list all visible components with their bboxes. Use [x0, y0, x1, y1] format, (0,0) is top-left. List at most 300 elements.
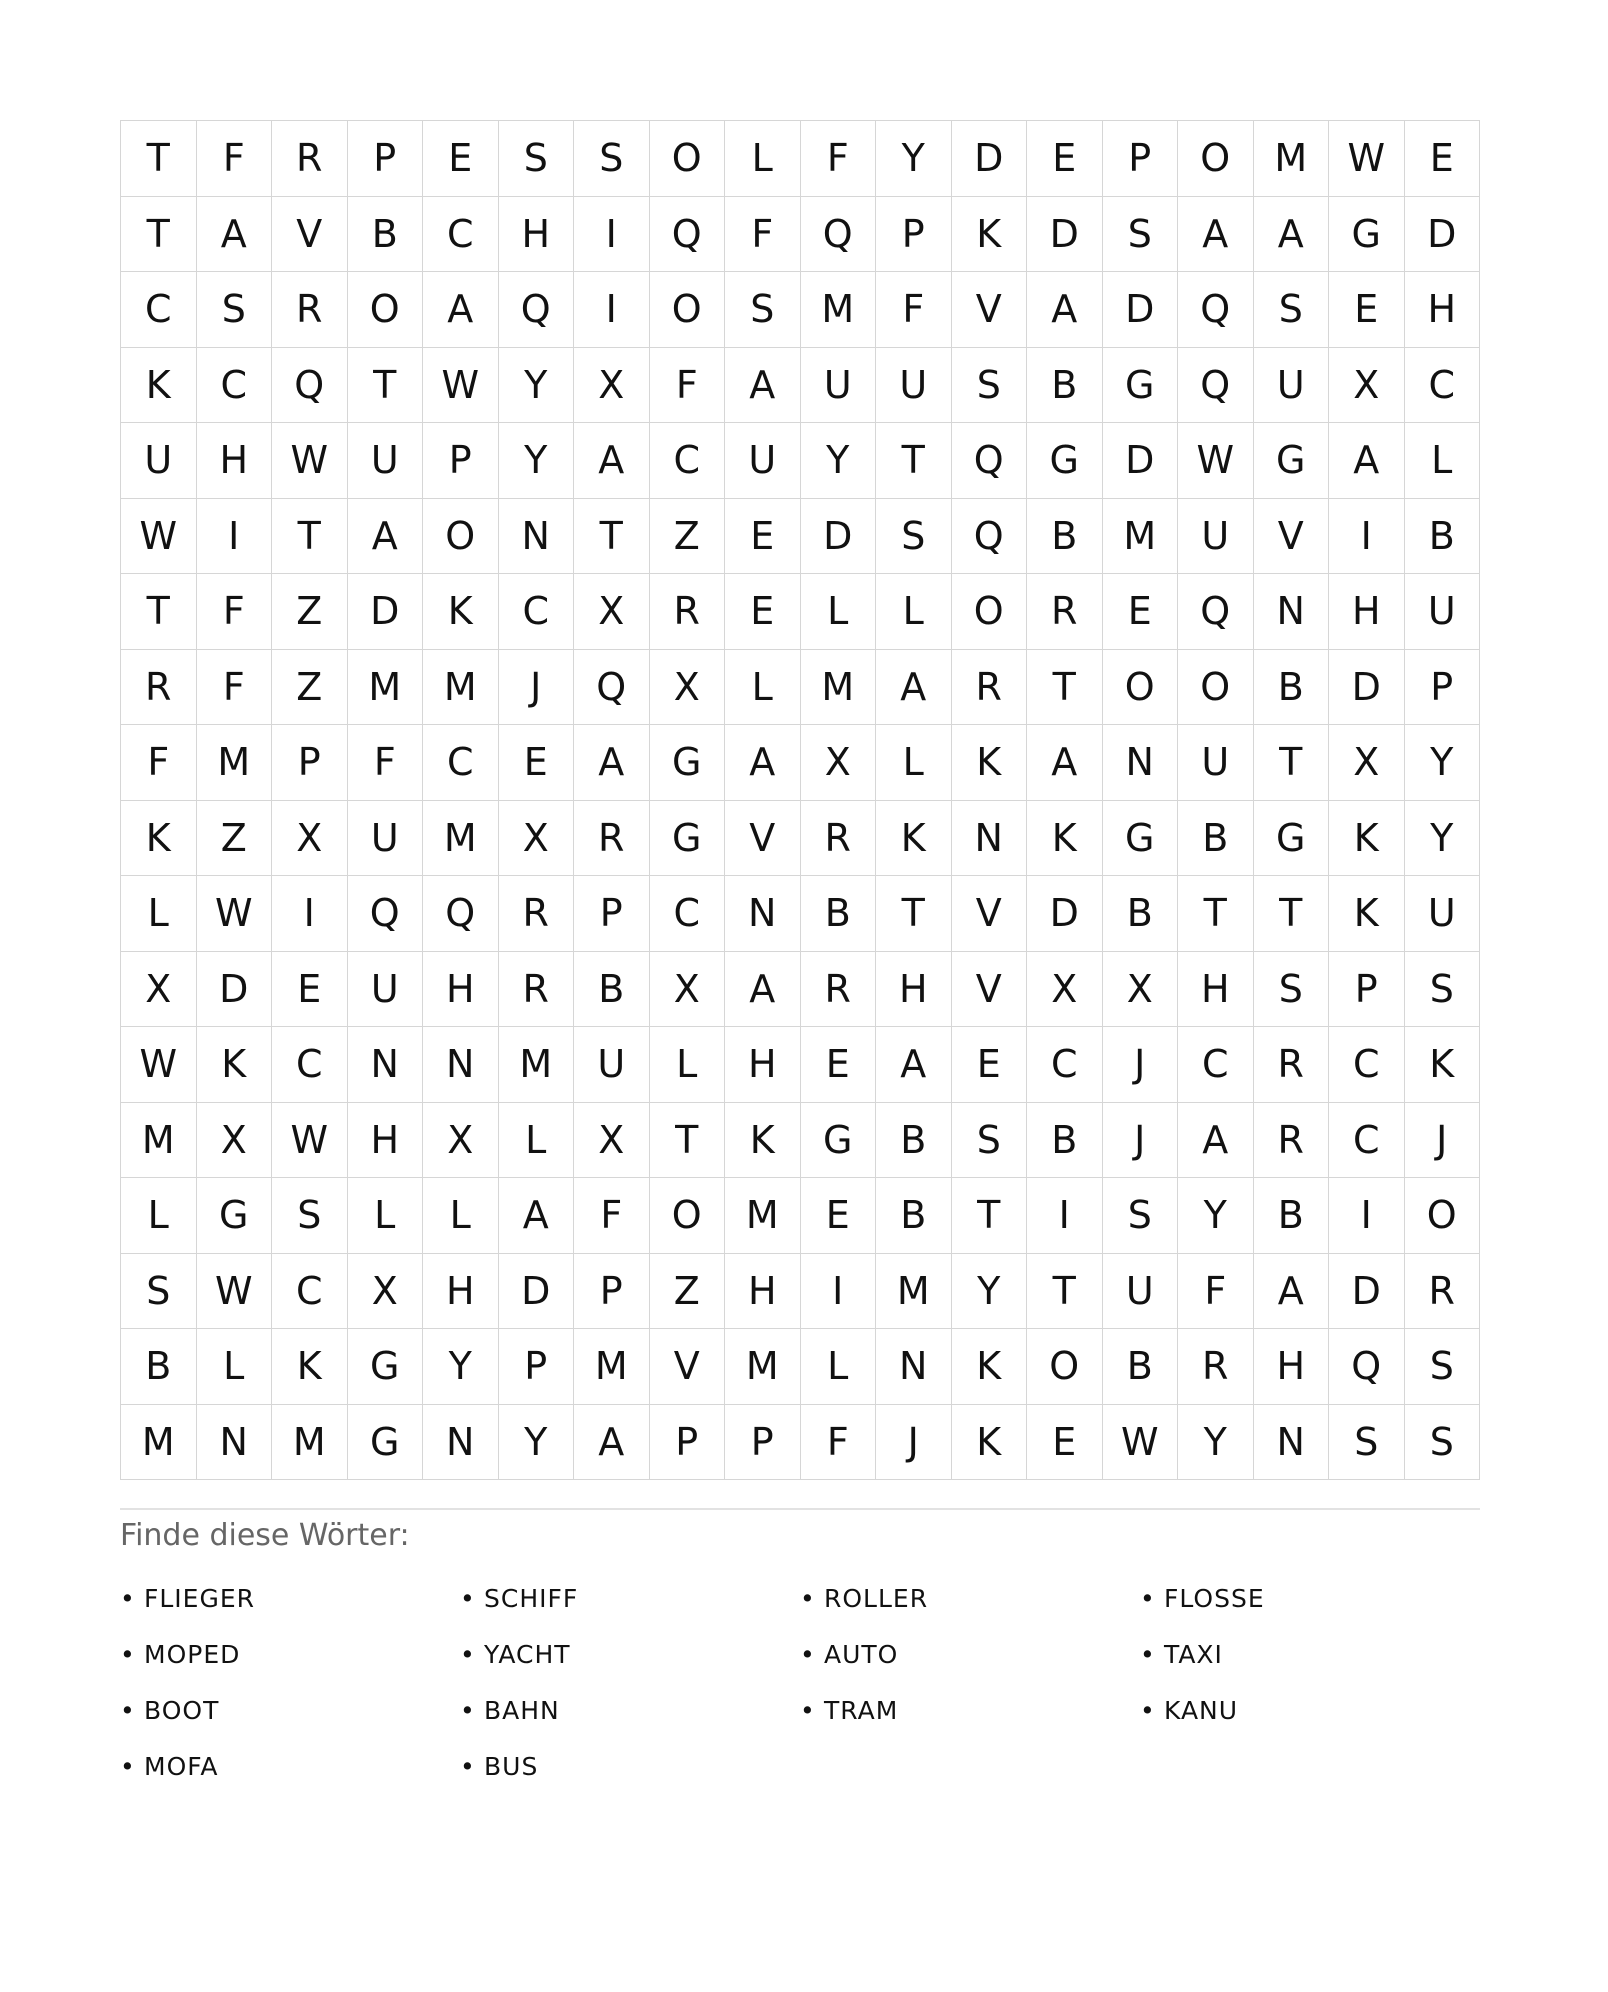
- grid-cell[interactable]: W: [121, 1027, 197, 1103]
- grid-cell[interactable]: C: [423, 197, 499, 273]
- grid-cell[interactable]: A: [1329, 423, 1405, 499]
- grid-cell[interactable]: J: [1405, 1103, 1481, 1179]
- grid-cell[interactable]: H: [348, 1103, 424, 1179]
- grid-cell[interactable]: A: [574, 1405, 650, 1481]
- grid-cell[interactable]: A: [574, 423, 650, 499]
- grid-cell[interactable]: M: [121, 1103, 197, 1179]
- grid-cell[interactable]: T: [272, 499, 348, 575]
- grid-cell[interactable]: E: [1329, 272, 1405, 348]
- grid-cell[interactable]: F: [876, 272, 952, 348]
- grid-cell[interactable]: Q: [499, 272, 575, 348]
- grid-cell[interactable]: M: [801, 650, 877, 726]
- grid-cell[interactable]: D: [801, 499, 877, 575]
- grid-cell[interactable]: B: [1405, 499, 1481, 575]
- grid-cell[interactable]: E: [423, 121, 499, 197]
- grid-cell[interactable]: E: [1405, 121, 1481, 197]
- grid-cell[interactable]: Y: [801, 423, 877, 499]
- grid-cell[interactable]: T: [1254, 876, 1330, 952]
- grid-cell[interactable]: H: [197, 423, 273, 499]
- grid-cell[interactable]: N: [952, 801, 1028, 877]
- grid-cell[interactable]: J: [876, 1405, 952, 1481]
- grid-cell[interactable]: U: [348, 801, 424, 877]
- grid-cell[interactable]: O: [1178, 650, 1254, 726]
- grid-cell[interactable]: V: [952, 876, 1028, 952]
- grid-cell[interactable]: L: [876, 574, 952, 650]
- grid-cell[interactable]: B: [348, 197, 424, 273]
- grid-cell[interactable]: K: [952, 1405, 1028, 1481]
- grid-cell[interactable]: I: [574, 197, 650, 273]
- grid-cell[interactable]: W: [1178, 423, 1254, 499]
- grid-cell[interactable]: U: [1103, 1254, 1179, 1330]
- grid-cell[interactable]: K: [272, 1329, 348, 1405]
- grid-cell[interactable]: A: [876, 650, 952, 726]
- grid-cell[interactable]: W: [197, 876, 273, 952]
- grid-cell[interactable]: K: [1329, 876, 1405, 952]
- grid-cell[interactable]: Q: [272, 348, 348, 424]
- grid-cell[interactable]: B: [121, 1329, 197, 1405]
- grid-cell[interactable]: W: [121, 499, 197, 575]
- grid-cell[interactable]: H: [1178, 952, 1254, 1028]
- grid-cell[interactable]: X: [574, 348, 650, 424]
- grid-cell[interactable]: X: [1329, 725, 1405, 801]
- grid-cell[interactable]: I: [1329, 1178, 1405, 1254]
- grid-cell[interactable]: V: [952, 272, 1028, 348]
- grid-cell[interactable]: N: [499, 499, 575, 575]
- grid-cell[interactable]: U: [574, 1027, 650, 1103]
- grid-cell[interactable]: M: [423, 801, 499, 877]
- grid-cell[interactable]: Z: [650, 499, 726, 575]
- grid-cell[interactable]: E: [1027, 121, 1103, 197]
- grid-cell[interactable]: R: [574, 801, 650, 877]
- grid-cell[interactable]: C: [272, 1254, 348, 1330]
- grid-cell[interactable]: K: [952, 197, 1028, 273]
- grid-cell[interactable]: B: [1027, 348, 1103, 424]
- grid-cell[interactable]: M: [499, 1027, 575, 1103]
- grid-cell[interactable]: Q: [348, 876, 424, 952]
- grid-cell[interactable]: Z: [197, 801, 273, 877]
- grid-cell[interactable]: P: [1103, 121, 1179, 197]
- grid-cell[interactable]: B: [1178, 801, 1254, 877]
- grid-cell[interactable]: I: [801, 1254, 877, 1330]
- grid-cell[interactable]: K: [1027, 801, 1103, 877]
- grid-cell[interactable]: U: [121, 423, 197, 499]
- grid-cell[interactable]: P: [272, 725, 348, 801]
- grid-cell[interactable]: U: [1405, 574, 1481, 650]
- grid-cell[interactable]: T: [876, 876, 952, 952]
- grid-cell[interactable]: H: [1254, 1329, 1330, 1405]
- grid-cell[interactable]: F: [121, 725, 197, 801]
- grid-cell[interactable]: R: [1178, 1329, 1254, 1405]
- grid-cell[interactable]: R: [952, 650, 1028, 726]
- grid-cell[interactable]: S: [1405, 1405, 1481, 1481]
- grid-cell[interactable]: D: [1027, 197, 1103, 273]
- grid-cell[interactable]: C: [1178, 1027, 1254, 1103]
- grid-cell[interactable]: L: [725, 650, 801, 726]
- grid-cell[interactable]: E: [801, 1027, 877, 1103]
- grid-cell[interactable]: B: [1254, 1178, 1330, 1254]
- grid-cell[interactable]: S: [1103, 197, 1179, 273]
- grid-cell[interactable]: B: [1103, 1329, 1179, 1405]
- grid-cell[interactable]: X: [1103, 952, 1179, 1028]
- grid-cell[interactable]: R: [801, 801, 877, 877]
- grid-cell[interactable]: P: [574, 876, 650, 952]
- grid-cell[interactable]: A: [499, 1178, 575, 1254]
- grid-cell[interactable]: G: [348, 1329, 424, 1405]
- grid-cell[interactable]: Q: [952, 499, 1028, 575]
- grid-cell[interactable]: X: [574, 574, 650, 650]
- grid-cell[interactable]: A: [348, 499, 424, 575]
- grid-cell[interactable]: E: [725, 499, 801, 575]
- grid-cell[interactable]: H: [1329, 574, 1405, 650]
- grid-cell[interactable]: S: [1254, 272, 1330, 348]
- grid-cell[interactable]: G: [1027, 423, 1103, 499]
- grid-cell[interactable]: L: [801, 1329, 877, 1405]
- grid-cell[interactable]: C: [1329, 1103, 1405, 1179]
- grid-cell[interactable]: F: [801, 121, 877, 197]
- grid-cell[interactable]: E: [499, 725, 575, 801]
- grid-cell[interactable]: A: [1178, 1103, 1254, 1179]
- grid-cell[interactable]: S: [725, 272, 801, 348]
- grid-cell[interactable]: B: [1027, 499, 1103, 575]
- grid-cell[interactable]: F: [801, 1405, 877, 1481]
- grid-cell[interactable]: P: [423, 423, 499, 499]
- grid-cell[interactable]: A: [1254, 1254, 1330, 1330]
- grid-cell[interactable]: O: [952, 574, 1028, 650]
- grid-cell[interactable]: Q: [423, 876, 499, 952]
- grid-cell[interactable]: Y: [423, 1329, 499, 1405]
- grid-cell[interactable]: I: [272, 876, 348, 952]
- grid-cell[interactable]: T: [121, 197, 197, 273]
- grid-cell[interactable]: B: [1027, 1103, 1103, 1179]
- grid-cell[interactable]: V: [952, 952, 1028, 1028]
- grid-cell[interactable]: K: [423, 574, 499, 650]
- grid-cell[interactable]: W: [1329, 121, 1405, 197]
- grid-cell[interactable]: P: [499, 1329, 575, 1405]
- grid-cell[interactable]: P: [1405, 650, 1481, 726]
- grid-cell[interactable]: W: [272, 423, 348, 499]
- grid-cell[interactable]: M: [574, 1329, 650, 1405]
- grid-cell[interactable]: L: [876, 725, 952, 801]
- grid-cell[interactable]: C: [1329, 1027, 1405, 1103]
- grid-cell[interactable]: S: [272, 1178, 348, 1254]
- grid-cell[interactable]: K: [952, 725, 1028, 801]
- grid-cell[interactable]: R: [272, 272, 348, 348]
- grid-cell[interactable]: A: [1178, 197, 1254, 273]
- grid-cell[interactable]: W: [197, 1254, 273, 1330]
- grid-cell[interactable]: Y: [876, 121, 952, 197]
- grid-cell[interactable]: C: [1405, 348, 1481, 424]
- grid-cell[interactable]: D: [1329, 650, 1405, 726]
- grid-cell[interactable]: Y: [499, 348, 575, 424]
- grid-cell[interactable]: D: [348, 574, 424, 650]
- grid-cell[interactable]: K: [1329, 801, 1405, 877]
- grid-cell[interactable]: G: [650, 725, 726, 801]
- grid-cell[interactable]: M: [348, 650, 424, 726]
- grid-cell[interactable]: O: [1103, 650, 1179, 726]
- grid-cell[interactable]: A: [1027, 725, 1103, 801]
- grid-cell[interactable]: C: [423, 725, 499, 801]
- grid-cell[interactable]: J: [1103, 1103, 1179, 1179]
- grid-cell[interactable]: Y: [1405, 725, 1481, 801]
- grid-cell[interactable]: N: [1254, 574, 1330, 650]
- grid-cell[interactable]: C: [197, 348, 273, 424]
- grid-cell[interactable]: X: [574, 1103, 650, 1179]
- grid-cell[interactable]: H: [423, 1254, 499, 1330]
- grid-cell[interactable]: U: [348, 952, 424, 1028]
- grid-cell[interactable]: M: [197, 725, 273, 801]
- grid-cell[interactable]: P: [1329, 952, 1405, 1028]
- grid-cell[interactable]: H: [876, 952, 952, 1028]
- grid-cell[interactable]: E: [1103, 574, 1179, 650]
- grid-cell[interactable]: B: [876, 1103, 952, 1179]
- grid-cell[interactable]: C: [499, 574, 575, 650]
- grid-cell[interactable]: D: [499, 1254, 575, 1330]
- grid-cell[interactable]: U: [725, 423, 801, 499]
- grid-cell[interactable]: F: [1178, 1254, 1254, 1330]
- grid-cell[interactable]: E: [725, 574, 801, 650]
- grid-cell[interactable]: D: [197, 952, 273, 1028]
- grid-cell[interactable]: X: [1027, 952, 1103, 1028]
- grid-cell[interactable]: P: [876, 197, 952, 273]
- grid-cell[interactable]: T: [1178, 876, 1254, 952]
- grid-cell[interactable]: H: [725, 1254, 801, 1330]
- grid-cell[interactable]: X: [348, 1254, 424, 1330]
- grid-cell[interactable]: M: [121, 1405, 197, 1481]
- grid-cell[interactable]: M: [423, 650, 499, 726]
- grid-cell[interactable]: I: [197, 499, 273, 575]
- grid-cell[interactable]: M: [272, 1405, 348, 1481]
- grid-cell[interactable]: R: [1254, 1103, 1330, 1179]
- grid-cell[interactable]: Q: [801, 197, 877, 273]
- grid-cell[interactable]: D: [1405, 197, 1481, 273]
- grid-cell[interactable]: F: [650, 348, 726, 424]
- grid-cell[interactable]: O: [348, 272, 424, 348]
- grid-cell[interactable]: N: [725, 876, 801, 952]
- grid-cell[interactable]: S: [499, 121, 575, 197]
- grid-cell[interactable]: M: [725, 1329, 801, 1405]
- grid-cell[interactable]: O: [1405, 1178, 1481, 1254]
- grid-cell[interactable]: W: [423, 348, 499, 424]
- grid-cell[interactable]: D: [1329, 1254, 1405, 1330]
- grid-cell[interactable]: O: [423, 499, 499, 575]
- grid-cell[interactable]: S: [197, 272, 273, 348]
- grid-cell[interactable]: A: [725, 348, 801, 424]
- grid-cell[interactable]: O: [650, 272, 726, 348]
- grid-cell[interactable]: D: [1103, 272, 1179, 348]
- grid-cell[interactable]: A: [725, 725, 801, 801]
- grid-cell[interactable]: Q: [1178, 574, 1254, 650]
- grid-cell[interactable]: H: [725, 1027, 801, 1103]
- grid-cell[interactable]: B: [574, 952, 650, 1028]
- grid-cell[interactable]: T: [348, 348, 424, 424]
- grid-cell[interactable]: X: [650, 650, 726, 726]
- grid-cell[interactable]: S: [1405, 952, 1481, 1028]
- grid-cell[interactable]: E: [1027, 1405, 1103, 1481]
- grid-cell[interactable]: T: [876, 423, 952, 499]
- grid-cell[interactable]: F: [197, 650, 273, 726]
- grid-cell[interactable]: L: [650, 1027, 726, 1103]
- grid-cell[interactable]: M: [725, 1178, 801, 1254]
- grid-cell[interactable]: T: [1027, 1254, 1103, 1330]
- grid-cell[interactable]: Z: [272, 650, 348, 726]
- grid-cell[interactable]: K: [725, 1103, 801, 1179]
- grid-cell[interactable]: U: [348, 423, 424, 499]
- grid-cell[interactable]: K: [121, 801, 197, 877]
- grid-cell[interactable]: G: [1103, 348, 1179, 424]
- grid-cell[interactable]: K: [197, 1027, 273, 1103]
- grid-cell[interactable]: V: [650, 1329, 726, 1405]
- grid-cell[interactable]: L: [121, 1178, 197, 1254]
- grid-cell[interactable]: O: [650, 121, 726, 197]
- grid-cell[interactable]: G: [1103, 801, 1179, 877]
- grid-cell[interactable]: T: [952, 1178, 1028, 1254]
- grid-cell[interactable]: B: [1254, 650, 1330, 726]
- grid-cell[interactable]: X: [499, 801, 575, 877]
- grid-cell[interactable]: W: [1103, 1405, 1179, 1481]
- grid-cell[interactable]: X: [121, 952, 197, 1028]
- grid-cell[interactable]: P: [574, 1254, 650, 1330]
- grid-cell[interactable]: L: [1405, 423, 1481, 499]
- grid-cell[interactable]: L: [499, 1103, 575, 1179]
- grid-cell[interactable]: C: [1027, 1027, 1103, 1103]
- grid-cell[interactable]: K: [876, 801, 952, 877]
- grid-cell[interactable]: L: [348, 1178, 424, 1254]
- grid-cell[interactable]: A: [574, 725, 650, 801]
- grid-cell[interactable]: U: [1405, 876, 1481, 952]
- grid-cell[interactable]: E: [801, 1178, 877, 1254]
- grid-cell[interactable]: M: [876, 1254, 952, 1330]
- grid-cell[interactable]: A: [725, 952, 801, 1028]
- grid-cell[interactable]: P: [348, 121, 424, 197]
- grid-cell[interactable]: D: [1027, 876, 1103, 952]
- grid-cell[interactable]: Y: [499, 423, 575, 499]
- grid-cell[interactable]: J: [1103, 1027, 1179, 1103]
- grid-cell[interactable]: P: [725, 1405, 801, 1481]
- grid-cell[interactable]: N: [197, 1405, 273, 1481]
- grid-cell[interactable]: H: [499, 197, 575, 273]
- grid-cell[interactable]: B: [1103, 876, 1179, 952]
- grid-cell[interactable]: S: [1103, 1178, 1179, 1254]
- grid-cell[interactable]: Q: [574, 650, 650, 726]
- grid-cell[interactable]: R: [499, 952, 575, 1028]
- grid-cell[interactable]: E: [272, 952, 348, 1028]
- grid-cell[interactable]: R: [1405, 1254, 1481, 1330]
- grid-cell[interactable]: X: [801, 725, 877, 801]
- grid-cell[interactable]: T: [1027, 650, 1103, 726]
- grid-cell[interactable]: X: [1329, 348, 1405, 424]
- grid-cell[interactable]: X: [650, 952, 726, 1028]
- grid-cell[interactable]: U: [876, 348, 952, 424]
- grid-cell[interactable]: S: [1405, 1329, 1481, 1405]
- grid-cell[interactable]: W: [272, 1103, 348, 1179]
- grid-cell[interactable]: A: [423, 272, 499, 348]
- grid-cell[interactable]: X: [423, 1103, 499, 1179]
- grid-cell[interactable]: L: [121, 876, 197, 952]
- grid-cell[interactable]: U: [801, 348, 877, 424]
- grid-cell[interactable]: T: [574, 499, 650, 575]
- grid-cell[interactable]: V: [725, 801, 801, 877]
- grid-cell[interactable]: C: [121, 272, 197, 348]
- grid-cell[interactable]: K: [121, 348, 197, 424]
- grid-cell[interactable]: I: [1027, 1178, 1103, 1254]
- grid-cell[interactable]: Z: [272, 574, 348, 650]
- grid-cell[interactable]: I: [1329, 499, 1405, 575]
- grid-cell[interactable]: T: [1254, 725, 1330, 801]
- grid-cell[interactable]: Q: [1178, 348, 1254, 424]
- grid-cell[interactable]: X: [197, 1103, 273, 1179]
- grid-cell[interactable]: R: [801, 952, 877, 1028]
- grid-cell[interactable]: N: [1103, 725, 1179, 801]
- grid-cell[interactable]: K: [952, 1329, 1028, 1405]
- grid-cell[interactable]: N: [1254, 1405, 1330, 1481]
- grid-cell[interactable]: M: [1103, 499, 1179, 575]
- grid-cell[interactable]: Y: [1178, 1405, 1254, 1481]
- grid-cell[interactable]: B: [801, 876, 877, 952]
- grid-cell[interactable]: R: [650, 574, 726, 650]
- grid-cell[interactable]: F: [348, 725, 424, 801]
- grid-cell[interactable]: G: [1329, 197, 1405, 273]
- grid-cell[interactable]: L: [725, 121, 801, 197]
- grid-cell[interactable]: A: [1254, 197, 1330, 273]
- grid-cell[interactable]: I: [574, 272, 650, 348]
- grid-cell[interactable]: H: [423, 952, 499, 1028]
- grid-cell[interactable]: D: [1103, 423, 1179, 499]
- grid-cell[interactable]: V: [1254, 499, 1330, 575]
- grid-cell[interactable]: R: [499, 876, 575, 952]
- grid-cell[interactable]: O: [650, 1178, 726, 1254]
- grid-cell[interactable]: A: [197, 197, 273, 273]
- grid-cell[interactable]: N: [348, 1027, 424, 1103]
- grid-cell[interactable]: L: [197, 1329, 273, 1405]
- grid-cell[interactable]: H: [1405, 272, 1481, 348]
- grid-cell[interactable]: E: [952, 1027, 1028, 1103]
- grid-cell[interactable]: N: [423, 1027, 499, 1103]
- grid-cell[interactable]: R: [121, 650, 197, 726]
- grid-cell[interactable]: O: [1178, 121, 1254, 197]
- grid-cell[interactable]: Y: [952, 1254, 1028, 1330]
- grid-cell[interactable]: F: [197, 121, 273, 197]
- grid-cell[interactable]: M: [801, 272, 877, 348]
- grid-cell[interactable]: V: [272, 197, 348, 273]
- grid-cell[interactable]: G: [348, 1405, 424, 1481]
- grid-cell[interactable]: M: [1254, 121, 1330, 197]
- grid-cell[interactable]: C: [272, 1027, 348, 1103]
- grid-cell[interactable]: U: [1254, 348, 1330, 424]
- grid-cell[interactable]: R: [272, 121, 348, 197]
- grid-cell[interactable]: G: [1254, 801, 1330, 877]
- grid-cell[interactable]: S: [1254, 952, 1330, 1028]
- grid-cell[interactable]: R: [1027, 574, 1103, 650]
- grid-cell[interactable]: S: [876, 499, 952, 575]
- grid-cell[interactable]: Q: [1329, 1329, 1405, 1405]
- grid-cell[interactable]: K: [1405, 1027, 1481, 1103]
- grid-cell[interactable]: L: [801, 574, 877, 650]
- grid-cell[interactable]: Y: [1178, 1178, 1254, 1254]
- grid-cell[interactable]: Y: [1405, 801, 1481, 877]
- grid-cell[interactable]: G: [801, 1103, 877, 1179]
- grid-cell[interactable]: Q: [650, 197, 726, 273]
- grid-cell[interactable]: T: [650, 1103, 726, 1179]
- grid-cell[interactable]: A: [1027, 272, 1103, 348]
- grid-cell[interactable]: L: [423, 1178, 499, 1254]
- grid-cell[interactable]: S: [952, 348, 1028, 424]
- grid-cell[interactable]: F: [725, 197, 801, 273]
- grid-cell[interactable]: B: [876, 1178, 952, 1254]
- grid-cell[interactable]: P: [650, 1405, 726, 1481]
- grid-cell[interactable]: A: [876, 1027, 952, 1103]
- grid-cell[interactable]: Y: [499, 1405, 575, 1481]
- grid-cell[interactable]: S: [1329, 1405, 1405, 1481]
